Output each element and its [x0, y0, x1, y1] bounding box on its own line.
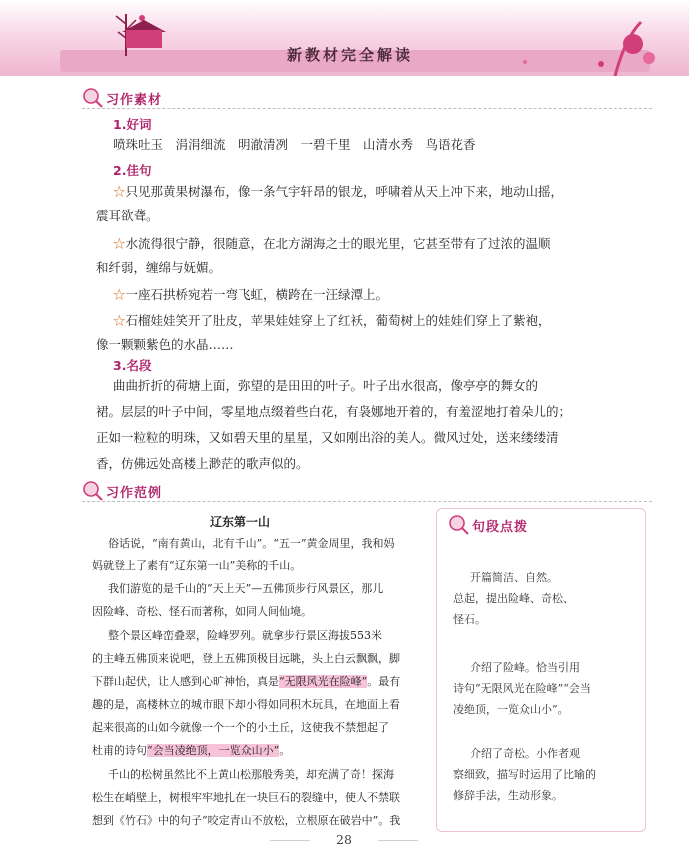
passage-line: 香，仿佛远处高楼上渺茫的歌声似的。	[96, 456, 309, 471]
house-icon	[126, 30, 162, 48]
essay-line: 松生在峭壁上，树根牢牢地扎在一块巨石的裂缝中，使人不禁联	[92, 791, 400, 804]
star-icon: ☆	[113, 313, 126, 328]
sentence-continuation: 和纤弱，缠绵与妩媚。	[96, 260, 222, 275]
highlighted-quote: “无限风光在险峰”	[279, 675, 368, 688]
essay-line: 妈就登上了素有“辽东第一山”美称的千山。	[92, 559, 302, 572]
subheading-good-words: 1.好词	[113, 117, 152, 132]
essay-line: 的主峰五佛顶来说吧，登上五佛顶极目远眺，头上白云飘飘，脚	[92, 652, 400, 665]
sidebar-note-line: 介绍了奇松。小作者观	[470, 747, 580, 760]
essay-line: 我们游览的是千山的“天上天”—五佛顶步行风景区，那儿	[108, 582, 384, 595]
section-heading-example	[82, 480, 382, 502]
essay-line: 趣的是，高楼林立的城市眼下却小得如同积木玩具，在地面上看	[92, 698, 400, 711]
essay-line: 因险峰、奇松、怪石而著称，如同人间仙境。	[92, 605, 312, 618]
section-title: 习作素材	[106, 93, 163, 108]
star-icon: ☆	[113, 236, 126, 251]
magnifier-icon	[82, 480, 104, 502]
flower-decoration-icon	[465, 18, 665, 76]
sidebar-note-line: 修辞手法，生动形象。	[453, 789, 563, 802]
sentence-item: ☆只见那黄果树瀑布，像一条气宇轩昂的银龙，呼啸着从天上冲下来，地动山摇，	[113, 184, 564, 199]
section-title: 习作范例	[106, 486, 163, 501]
sentence-continuation: 像一颗颗紫色的水晶……	[96, 337, 234, 352]
sentence-item: ☆一座石拱桥宛若一弯飞虹，横跨在一汪绿潭上。	[113, 287, 389, 302]
sidebar-note-line: 开篇简洁、自然。	[470, 571, 558, 584]
sidebar-title: 句段点拨	[472, 520, 529, 535]
subheading-famous-passage: 3.名段	[113, 358, 152, 373]
essay-line: 杜甫的诗句“会当凌绝顶，一览众山小”。	[92, 744, 291, 757]
magnifier-icon	[448, 514, 470, 536]
essay-title: 辽东第一山	[210, 515, 271, 529]
sidebar-note-line: 介绍了险峰。恰当引用	[470, 661, 580, 674]
sidebar-note-line: 察细致，描写时运用了比喻的	[453, 768, 596, 781]
essay-line: 想到《竹石》中的句子“咬定青山不放松，立根原在破岩中”。我	[92, 814, 401, 827]
star-icon: ☆	[113, 184, 126, 199]
sidebar-heading	[448, 514, 628, 536]
essay-line: 下群山起伏，让人感到心旷神怡，真是“无限风光在险峰”。最有	[92, 675, 401, 688]
footer-rule-right	[378, 840, 418, 841]
sidebar-note-line: 总起，提出险峰、奇松、	[453, 592, 574, 605]
essay-line: 整个景区峰峦叠翠，险峰罗列。就拿步行景区海拔553米	[108, 629, 382, 642]
essay-line: 俗话说，“南有黄山，北有千山”。“五一”黄金周里，我和妈	[108, 537, 395, 550]
sidebar-note-line: 怪石。	[453, 613, 486, 626]
page-number: 28	[336, 832, 352, 847]
section-heading-material	[82, 87, 382, 109]
sidebar-note-line: 凌绝顶，一览众山小”。	[453, 703, 569, 716]
passage-line: 曲曲折折的荷塘上面，弥望的是田田的叶子。叶子出水很高，像亭亭的舞女的	[113, 378, 539, 393]
sentence-item: ☆石榴娃娃笑开了肚皮，苹果娃娃穿上了红袄，葡萄树上的娃娃们穿上了紫袍，	[113, 313, 551, 328]
divider	[82, 108, 652, 109]
header-title: 新教材完全解读	[286, 46, 413, 64]
sentence-continuation: 震耳欲聋。	[96, 208, 159, 223]
sentence-item: ☆水流得很宁静，很随意，在北方湖海之士的眼光里，它甚至带有了过浓的温顺	[113, 236, 551, 251]
essay-line: 千山的松树虽然比不上黄山松那般秀美，却充满了奇！探海	[108, 768, 394, 781]
good-words-list: 喷珠吐玉 涓涓细流 明澈清冽 一碧千里 山清水秀 鸟语花香	[113, 137, 476, 152]
passage-line: 正如一粒粒的明珠，又如碧天里的星星，又如刚出浴的美人。微风过处，送来缕缕清	[96, 430, 559, 445]
divider	[82, 501, 652, 502]
subheading-good-sentences: 2.佳句	[113, 163, 152, 178]
footer-rule-left	[270, 840, 310, 841]
sidebar-note-line: 诗句“无限风光在险峰”“会当	[453, 682, 591, 695]
star-icon: ☆	[113, 287, 126, 302]
highlighted-quote: “会当凌绝顶，一览众山小”	[147, 744, 280, 757]
magnifier-icon	[82, 87, 104, 109]
essay-line: 起来很高的山如今就像一个一个的小土丘，这使我不禁想起了	[92, 721, 389, 734]
passage-line: 裙。层层的叶子中间，零星地点缀着些白花，有袅娜地开着的，有羞涩地打着朵儿的；	[96, 404, 572, 419]
